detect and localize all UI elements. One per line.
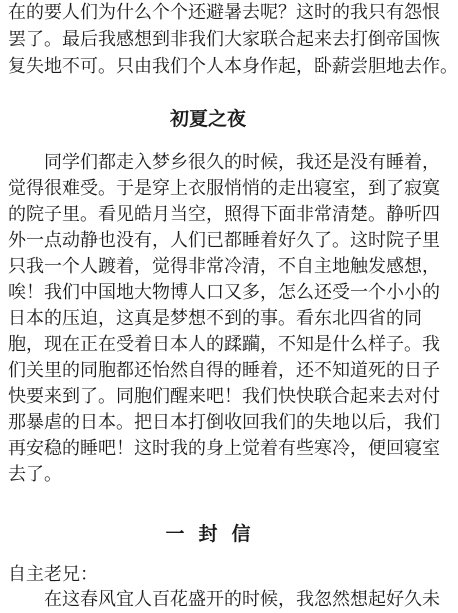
text-line: 的院子里。看见皓月当空，照得下面非常清楚。静听四: [8, 204, 440, 225]
text-line: 外一点动静也没有，人们已都睡着好久了。这时院子里: [8, 230, 440, 251]
letter-greeting: 自主老兄：: [8, 564, 98, 585]
text-line: 只我一个人踱着，觉得非常冷清，不自主地触发感想，: [8, 256, 440, 277]
text-line: 在这春风宜人百花盛开的时候，我忽然想起好久未: [8, 589, 440, 610]
text-line: 日本的压迫，这真是梦想不到的事。看东北四省的同: [8, 308, 422, 329]
text-line: 那暴虐的日本。把日本打倒收回我们的失地以后，我们: [8, 412, 440, 433]
text-line: 罢了。最后我感想到非我们大家联合起来去打倒帝国恢: [8, 29, 440, 50]
text-line: 快要来到了。同胞们醒来吧！我们快快联合起来去对付: [8, 386, 440, 407]
text-line: 同学们都走入梦乡很久的时候，我还是没有睡着，: [8, 152, 440, 173]
text-line: 们关里的同胞都还怡然自得的睡着，还不知道死的日子: [8, 360, 440, 381]
text-line: 胞，现在正在受着日本人的蹂躏，不知是什么样子。我: [8, 334, 440, 355]
text-line: 在的要人们为什么个个还避暑去呢？这时的我只有怨恨: [8, 2, 440, 23]
text-line: 去了。: [8, 464, 62, 485]
text-line: 再安稳的睡吧！这时我的身上觉着有些寒冷，便回寝室: [8, 438, 440, 459]
text-line: 觉得很难受。于是穿上衣服悄悄的走出寝室，到了寂寞: [8, 178, 440, 199]
letter-title: 一封信: [165, 523, 265, 545]
text-line: 复失地不可。只由我们个人本身作起，卧薪尝胆地去作。: [8, 56, 458, 77]
essay-title: 初夏之夜: [169, 108, 246, 130]
text-line: 唉！我们中国地大物博人口又多，怎么还受一个小小的: [8, 282, 440, 303]
